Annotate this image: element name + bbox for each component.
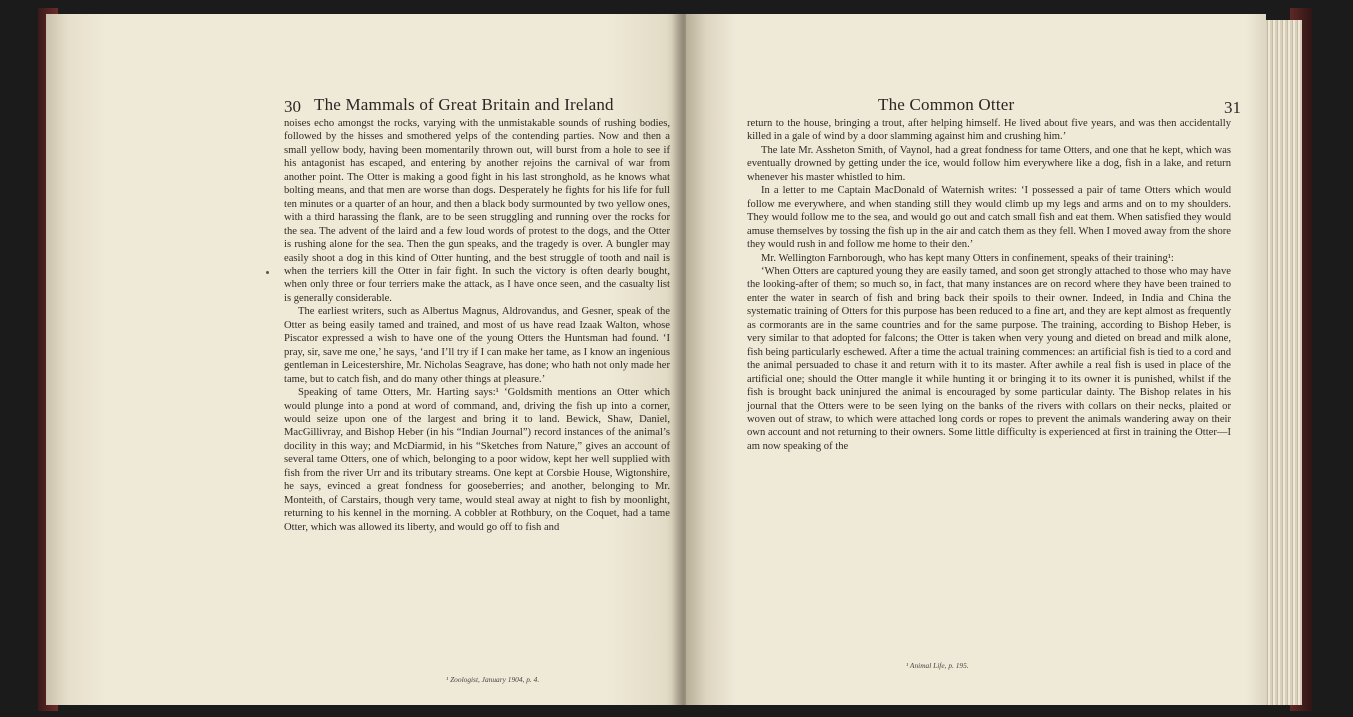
page-number: 31	[1224, 98, 1241, 117]
body-text	[747, 117, 1231, 453]
body-text	[284, 117, 670, 534]
paragraph: The earliest writers, such as Albertus Magnus, Aldrovandus, and Gesner, speak of the Otter as being easily tamed and trained, and most of us have read Izaak Walton, whose Piscator expressed a wish to have one of the young Otters the Huntsman had found. ‘I pray, sir, save me one,’ he says, ‘and I’ll try if I can make her tame, as I know an ingenious gentleman in Leicestershire, Mr. Nicholas Seagrave, has done; who hath not only made her tame, but to catch fish, and do many other things at pleasure.’	[284, 306, 670, 385]
footnote: ¹ Animal Life, p. 195.	[906, 661, 969, 670]
paragraph: noises echo amongst the rocks, varying with the unmistakable sounds of rushing bodies, followed by the hisses and smothered yelps of the contending parties. Now and then a small yellow body, having been momentarily thrown out, will burst from a hole to see if his antagonist has escaped, and entering by another rejoins the carnival of war from another point. The Otter is making a good fight in his last stronghold, as he knows what bolting means, and that men are worse than dogs. Desperately he fights for his life for full ten minutes or a quarter of an hour, and then a black body surmounted by two yellow ones, with a third harassing the flank, are to be seen struggling and running over the rocks for the sea. The advent of the laird and a few loud words of protest to the dogs, and the Otter is rushing alone for the sea. Then the gun speaks, and the tragedy is over. A bungler may easily shoot a dog in this kind of Otter hunting, and the best struggle of tooth and nail is when the terriers kill the Otter in fair fight. In such the victory is often dearly bought, when only three or four terriers make the attack, as I have once seen, and the casualty list is generally considerable.	[284, 118, 670, 304]
paragraph: Speaking of tame Otters, Mr. Harting says:¹ ‘Goldsmith mentions an Otter which would plunge into a pond at word of command, and, driving the fish up into a corner, would seize upon one of the largest and bring it to land. Bewick, Shaw, Daniel, MacGillivray, and Bishop Heber (in his “Indian Journal”) record instances of the animal’s docility in this way; and McDiarmid, in his “Sketches from Nature,” gives an account of several tame Otters, one of which, belonging to a poor widow, kept her well supplied with fish from the river Urr and its tributary streams. One kept at Corsbie House, Wigtonshire, he says, evinced a great fondness for gooseberries; and another, belonging to Mr. Monteith, of Carstairs, though very tame, would steal away at night to fish by moonlight, returning to his kennel in the morning. A cobbler at Rothbury, on the Coquet, had a tame Otter, which was allowed its liberty, and would go off to fish and	[284, 387, 670, 533]
paragraph: The late Mr. Assheton Smith, of Vaynol, had a great fondness for tame Otters, and one that he kept, which was eventually drowned by getting under the ice, would follow him everywhere like a dog, fish in a lake, and return whenever his master whistled to him.	[747, 144, 1231, 183]
right-page	[686, 14, 1266, 705]
footnote: ¹ Zoologist, January 1904, p. 4.	[446, 675, 540, 684]
paragraph: Mr. Wellington Farnborough, who has kept many Otters in confinement, speaks of their training¹:	[761, 252, 1174, 264]
speck	[266, 271, 269, 274]
paragraph: ‘When Otters are captured young they are easily tamed, and soon get strongly attached to those who may have the looking-after of them; so much so, in fact, that many instances are on record where they have been trained to enter the water in search of fish and bring back their spoils to their owner. Indeed, in India and China the systematic training of Otters for this purpose has been reduced to a fine art, and they are kept almost as frequently as cormorants are in the same countries and for the same purpose. The training, according to Bishop Heber, is very similar to that adopted for falcons; the Otter is taken when very young and dieted on bread and milk alone, fish being particularly eschewed. After a time the actual training commences: an artificial fish is tied to a cord and the animal persuaded to chase it and return with it to its master. After awhile a real fish is used in place of the artificial one; should the Otter mangle it while hunting it or bringing it to its owner it is punished, whilst if the fish is brought back uninjured the animal is encouraged by some particular dainty. The Bishop relates in his journal that the Otters were to be seen lying on the banks of the rivers with collars on their necks, plaited or woven out of straw, to which were attached long cords or ropes to prevent the animals wandering away on their own account and not returning to their owners. Some little difficulty is experienced at first in training the Otter—I am now speaking of the	[747, 265, 1231, 452]
left-page	[46, 14, 686, 705]
page-number: 30	[284, 97, 301, 116]
paragraph: return to the house, bringing a trout, after helping himself. He lived about five years, and was then accidentally killed in a gale of wind by a door slamming against him and crushing him.’	[747, 118, 1231, 143]
running-head: The Common Otter	[878, 95, 1015, 114]
running-head: The Mammals of Great Britain and Ireland	[314, 95, 614, 114]
paragraph: In a letter to me Captain MacDonald of Waternish writes: ‘I possessed a pair of tame Otters which would follow me everywhere, and when standing still they would climb up my legs and arms and on to my shoulders. They would follow me to the sea, and would go out and catch small fish and eat them. When satisfied they would amuse themselves by tossing the fish up in the air and catch them as they fell. When I moved away from the shore they would rush in and follow me home to their den.’	[747, 185, 1231, 251]
